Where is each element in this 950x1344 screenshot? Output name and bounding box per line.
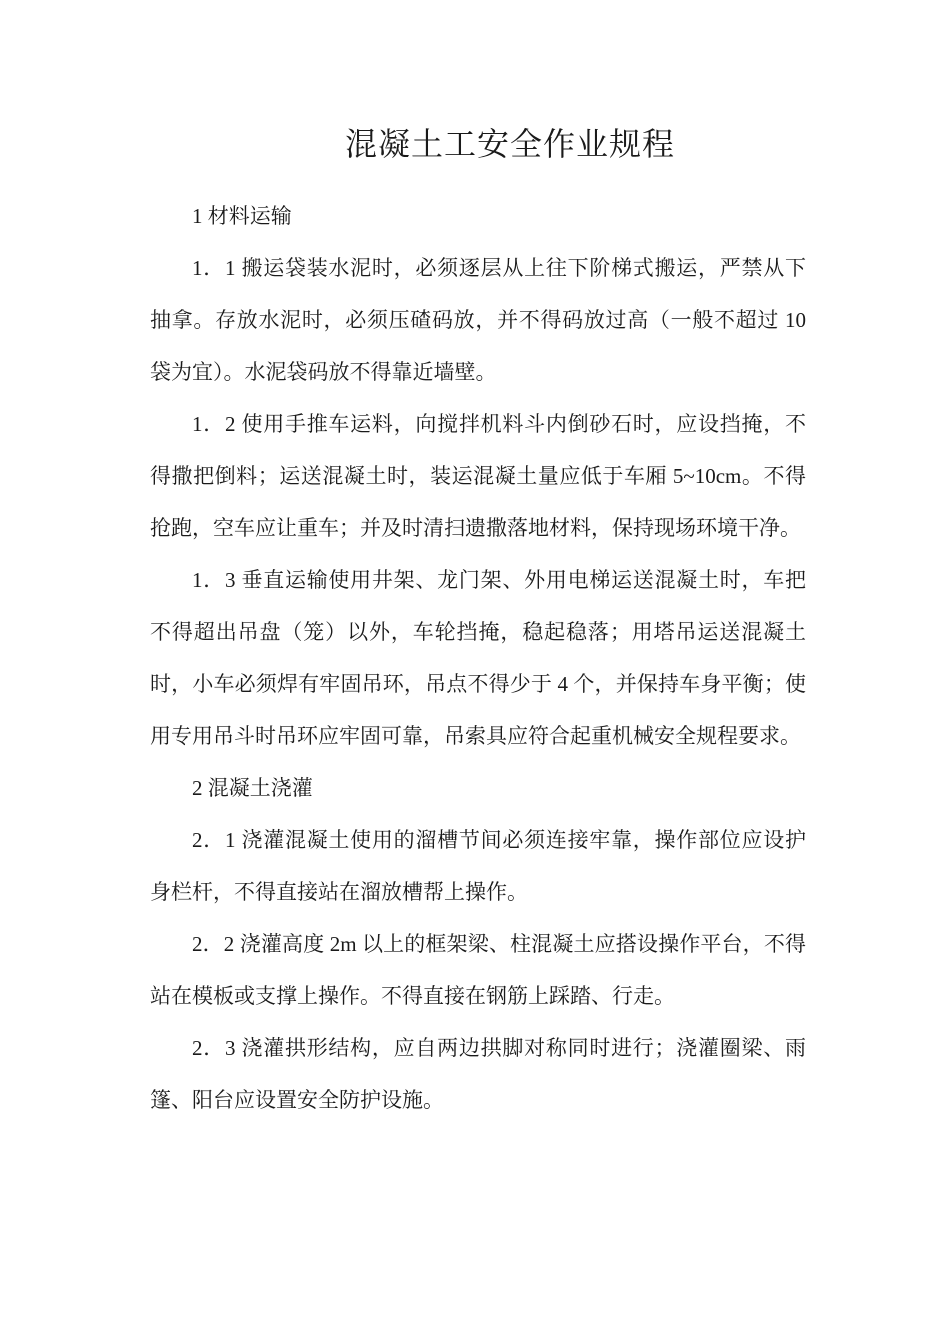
- paragraph-1-3: 1．3 垂直运输使用井架、龙门架、外用电梯运送混凝土时，车把不得超出吊盘（笼）以外，车轮挡掩，稳起稳落；用塔吊运送混凝土时，小车必须焊有牢固吊环，吊点不得少于 4 个，并保持车身平衡；使用专用吊斗时吊环应牢固可靠，吊索具应符合起重机械安全规程要求。: [150, 568, 806, 748]
- section-heading-2: 2 混凝土浇灌: [192, 776, 313, 800]
- paragraph-2-2: 2．2 浇灌高度 2m 以上的框架梁、柱混凝土应搭设操作平台，不得站在模板或支撑上操作。不得直接在钢筋上踩踏、行走。: [150, 932, 806, 1008]
- paragraph-2-3: 2．3 浇灌拱形结构，应自两边拱脚对称同时进行；浇灌圈梁、雨篷、阳台应设置安全防护设施。: [150, 1036, 806, 1112]
- document-title: 混凝土工安全作业规程: [344, 126, 675, 162]
- paragraph-2-1: 2．1 浇灌混凝土使用的溜槽节间必须连接牢靠，操作部位应设护身栏杆，不得直接站在溜放槽帮上操作。: [150, 828, 806, 904]
- section-heading-1: 1 材料运输: [192, 204, 292, 228]
- document-body: [150, 190, 806, 1126]
- paragraph-1-1: 1．1 搬运袋装水泥时，必须逐层从上往下阶梯式搬运，严禁从下抽拿。存放水泥时，必须压碴码放，并不得码放过高（一般不超过 10 袋为宜）。水泥袋码放不得靠近墙壁。: [150, 256, 806, 384]
- paragraph-1-2: 1．2 使用手推车运料，向搅拌机料斗内倒砂石时，应设挡掩，不得撒把倒料；运送混凝土时，装运混凝土量应低于车厢 5~10cm。不得抢跑，空车应让重车；并及时清扫遗撒落地材料，保持现场环境干净。: [150, 412, 806, 540]
